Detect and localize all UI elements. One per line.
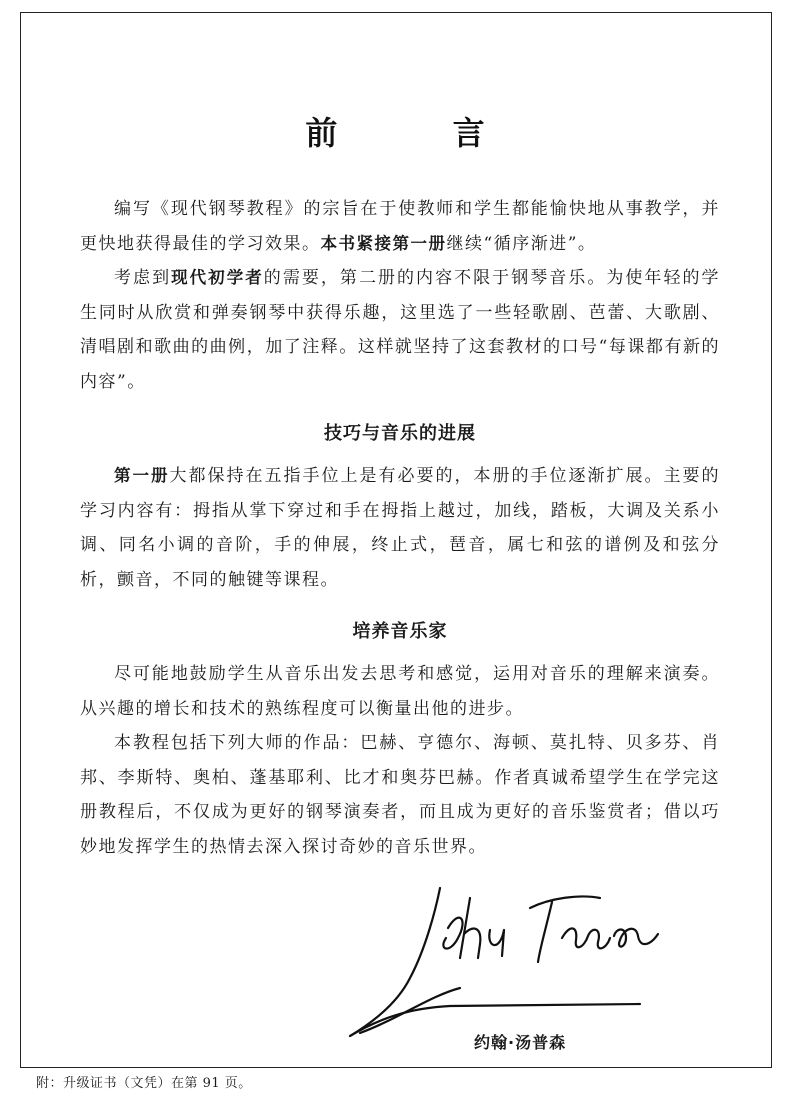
body-text: 编写《现代钢琴教程》的宗旨在于使教师和学生都能愉快地从事教学，并更快地获得最佳的学习效果。 bbox=[80, 199, 720, 254]
emphasis-text: 本书紧接第一册 bbox=[320, 233, 447, 253]
section-heading-technique: 技巧与音乐的进展 bbox=[324, 423, 476, 444]
body-text: 考虑到 bbox=[114, 268, 172, 288]
emphasis-text: 第一册 bbox=[114, 466, 170, 485]
body-text: 的需要，第二册的内容不限于钢琴音乐。为使年轻的学生同时从欣赏和弹奏钢琴中获得乐趣，这里选了一些轻歌剧、芭蕾、大歌剧、清唱剧和歌曲的曲例，加了注释。这样就坚持了这套教材的口号“每课都有新的内容”。 bbox=[80, 268, 721, 392]
emphasis-text: 现代初学者 bbox=[171, 268, 264, 287]
paragraph bbox=[80, 261, 720, 399]
section-heading-musicianship: 培养音乐家 bbox=[352, 621, 448, 642]
footnote: 附：升级证书（文凭）在第 91 页。 bbox=[36, 1076, 252, 1091]
paragraph bbox=[80, 726, 720, 864]
body-text: 继续“循序渐进”。 bbox=[446, 233, 597, 254]
body-text: 大都保持在五指手位上是有必要的，本册的手位逐渐扩展。主要的学习内容有：拇指从掌下穿过和手在拇指上越过，加线，踏板，大调及关系小调、同名小调的音阶，手的伸展，终止式，琶音，属七和弦的谱例及和弦分析，颤音，不同的触键等课程。 bbox=[80, 466, 720, 590]
body-text: 尽可能地鼓励学生从音乐出发去思考和感觉，运用对音乐的理解来演奏。从兴趣的增长和技术的熟练程度可以衡量出他的进步。 bbox=[80, 664, 720, 719]
body-text: 本教程包括下列大师的作品：巴赫、亨德尔、海顿、莫扎特、贝多芬、肖邦、李斯特、奥柏、蓬基耶利、比才和奥芬巴赫。作者真诚希望学生在学完这册教程后，不仅成为更好的钢琴演奏者，而且成为更好的音乐鉴赏者；借以巧妙地发挥学生的热情去深入探讨奇妙的音乐世界。 bbox=[80, 733, 720, 857]
page-title: 前 言 bbox=[305, 114, 537, 152]
paragraph bbox=[80, 192, 720, 261]
intro-paragraphs bbox=[80, 192, 720, 399]
handwritten-signature bbox=[340, 868, 680, 1048]
signature-name: 约翰·汤普森 bbox=[474, 1033, 567, 1052]
paragraph bbox=[80, 657, 720, 726]
paragraph bbox=[80, 459, 720, 597]
preface-body bbox=[80, 192, 720, 864]
